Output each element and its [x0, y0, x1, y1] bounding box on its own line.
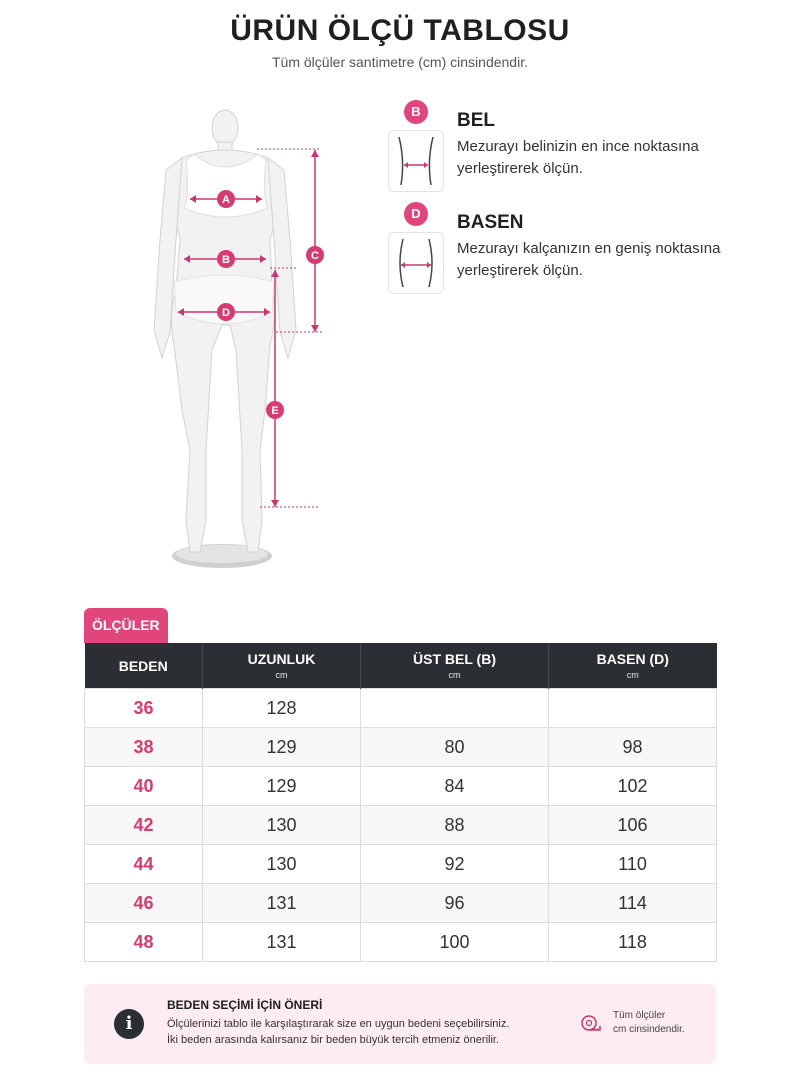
hip-cell: 102	[549, 767, 717, 806]
waist-cell	[361, 689, 549, 728]
page-subtitle: Tüm ölçüler santimetre (cm) cinsindendir.	[272, 54, 528, 70]
marker-b	[217, 250, 235, 268]
measuring-tape-icon	[580, 1012, 602, 1034]
table-row	[85, 806, 717, 845]
svg-text:E: E	[271, 405, 279, 417]
hip-cell: 98	[549, 728, 717, 767]
side-note-line-2: cm cinsindendir.	[613, 1024, 685, 1035]
length-cell: 130	[203, 806, 361, 845]
hip-thumbnail-icon	[388, 232, 444, 294]
length-cell: 131	[203, 923, 361, 962]
waist-cell: 88	[361, 806, 549, 845]
length-cell: 129	[203, 728, 361, 767]
hip-cell: 114	[549, 884, 717, 923]
hip-cell: 110	[549, 845, 717, 884]
table-row	[85, 728, 717, 767]
size-cell: 44	[85, 845, 203, 884]
svg-text:A: A	[222, 194, 230, 206]
legend-desc-bel: Mezurayı belinizin en ince noktasına yerleştirerek ölçün.	[457, 138, 699, 177]
legend-badge-d: D	[404, 202, 428, 226]
length-cell: 131	[203, 884, 361, 923]
length-cell: 130	[203, 845, 361, 884]
legend-badge-b: B	[404, 100, 428, 124]
note-line-2: İki beden arasında kalırsanız bir beden büyük tercih etmeniz önerilir.	[167, 1034, 500, 1046]
svg-text:C: C	[311, 250, 319, 262]
column-header-beden: BEDEN	[85, 643, 203, 689]
table-row	[85, 884, 717, 923]
waist-cell: 100	[361, 923, 549, 962]
svg-text:D: D	[222, 307, 230, 319]
hip-cell	[549, 689, 717, 728]
table-row	[85, 923, 717, 962]
waist-cell: 80	[361, 728, 549, 767]
table-row	[85, 767, 717, 806]
side-note-line-1: Tüm ölçüler	[613, 1010, 666, 1021]
size-cell: 36	[85, 689, 203, 728]
size-cell: 40	[85, 767, 203, 806]
size-cell: 42	[85, 806, 203, 845]
table-header-row	[85, 643, 717, 689]
mannequin-figure	[110, 100, 350, 580]
size-cell: 48	[85, 923, 203, 962]
marker-a	[217, 190, 235, 208]
size-table	[84, 643, 717, 962]
waist-thumbnail-icon	[388, 130, 444, 192]
waist-cell: 92	[361, 845, 549, 884]
legend-title-basen: BASEN	[457, 212, 524, 233]
marker-d	[217, 303, 235, 321]
waist-cell: 96	[361, 884, 549, 923]
column-header-ust-bel: ÜST BEL (B) cm	[361, 643, 549, 689]
note-line-1: Ölçülerinizi tablo ile karşılaştırarak size en uygun bedeni seçebilirsiniz.	[167, 1018, 510, 1030]
legend-title-bel: BEL	[457, 110, 495, 131]
length-cell: 128	[203, 689, 361, 728]
length-cell: 129	[203, 767, 361, 806]
marker-c	[306, 246, 324, 264]
svg-text:B: B	[222, 254, 230, 266]
size-cell: 46	[85, 884, 203, 923]
info-icon: i	[114, 1009, 144, 1039]
table-row	[85, 689, 717, 728]
size-cell: 38	[85, 728, 203, 767]
column-header-uzunluk: UZUNLUK cm	[203, 643, 361, 689]
size-advice-note	[84, 984, 716, 1064]
marker-e	[266, 401, 284, 419]
measurements-tab: ÖLÇÜLER	[84, 608, 168, 643]
legend-desc-basen: Mezurayı kalçanızın en geniş noktasına yerleştirerek ölçün.	[457, 240, 721, 279]
waist-cell: 84	[361, 767, 549, 806]
table-row	[85, 845, 717, 884]
hip-cell: 106	[549, 806, 717, 845]
hip-cell: 118	[549, 923, 717, 962]
note-title: BEDEN SEÇİMİ İÇİN ÖNERİ	[167, 998, 323, 1012]
column-header-basen: BASEN (D) cm	[549, 643, 717, 689]
page-title: ÜRÜN ÖLÇÜ TABLOSU	[230, 14, 570, 47]
